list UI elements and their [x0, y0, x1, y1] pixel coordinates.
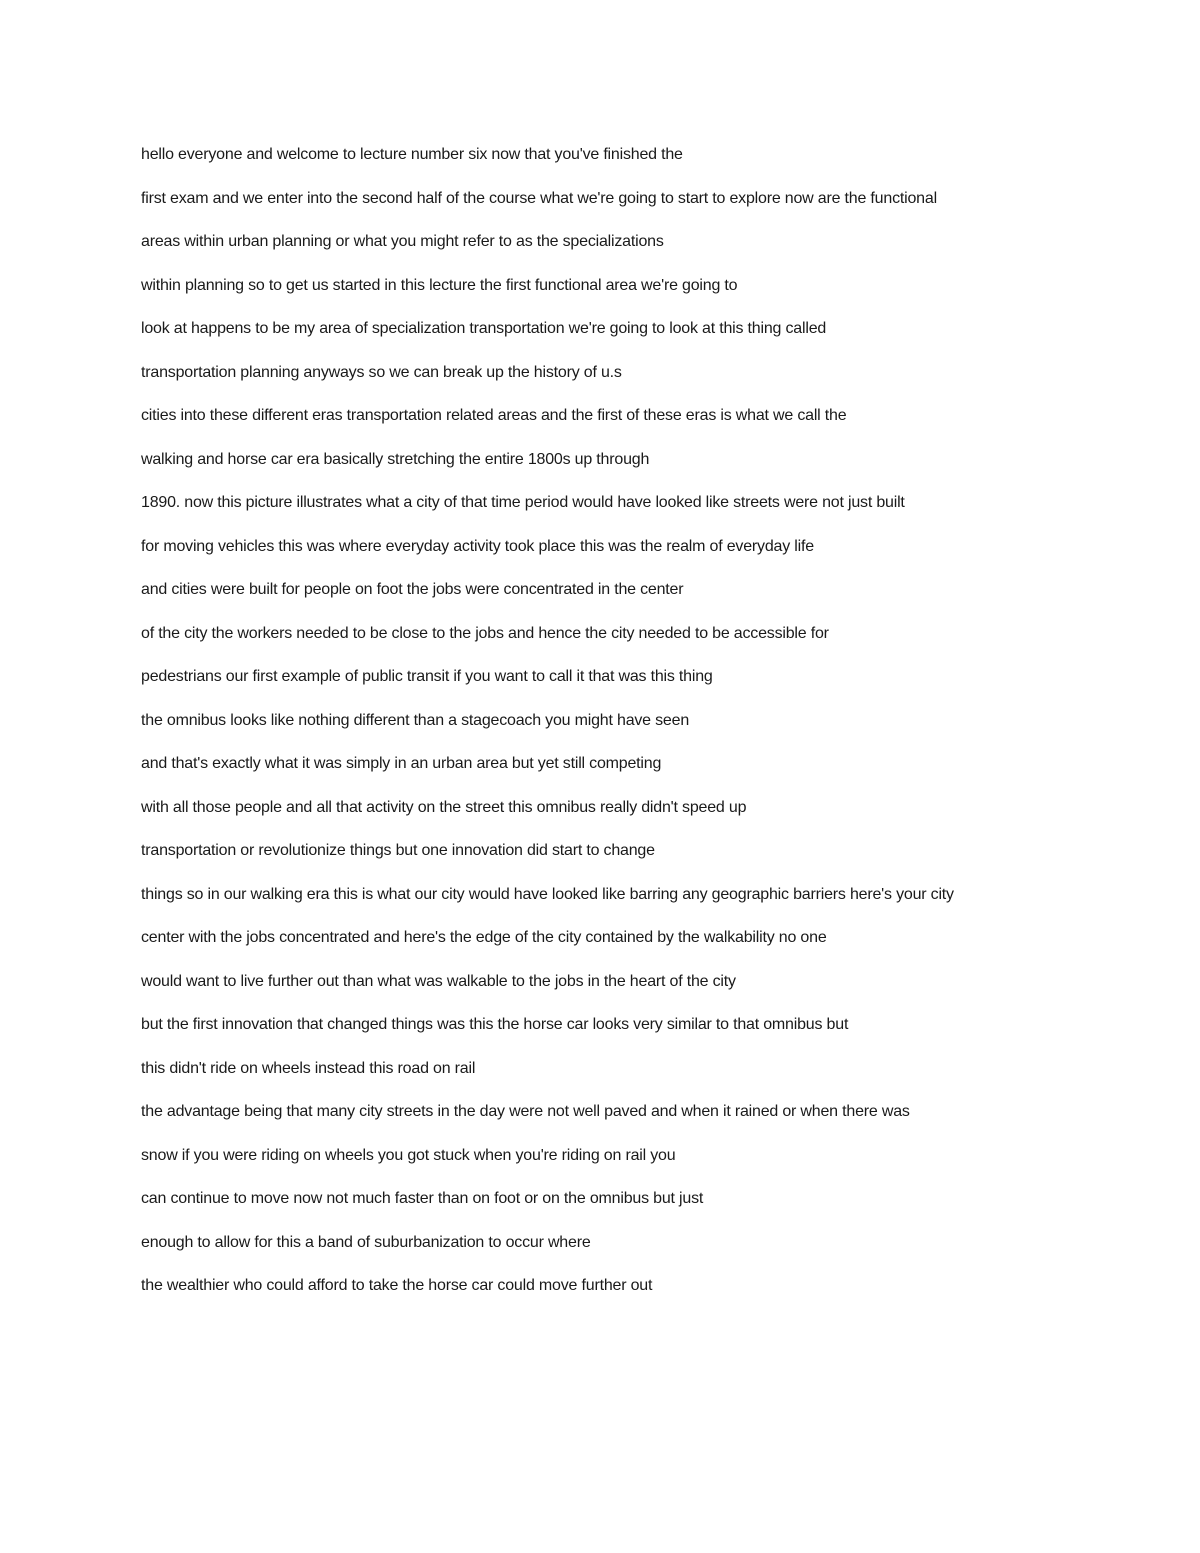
transcript-paragraph: center with the jobs concentrated and here's the edge of the city contained by the walkability no one	[141, 929, 827, 946]
transcript-paragraph: the advantage being that many city streets in the day were not well paved and when it rained or when there was	[141, 1103, 910, 1120]
transcript-paragraph: enough to allow for this a band of suburbanization to occur where	[141, 1233, 591, 1251]
transcript-paragraph: with all those people and all that activity on the street this omnibus really didn't speed up	[141, 798, 747, 816]
transcript-paragraph: 1890. now this picture illustrates what a city of that time period would have looked like streets were not just built	[141, 494, 905, 511]
transcript-paragraph: cities into these different eras transportation related areas and the first of these eras is what we call the	[141, 407, 847, 424]
transcript-paragraph: the omnibus looks like nothing different than a stagecoach you might have seen	[141, 711, 690, 729]
transcript-paragraph: and cities were built for people on foot the jobs were concentrated in the center	[141, 581, 684, 598]
transcript-paragraph: transportation planning anyways so we can break up the history of u.s	[141, 363, 622, 381]
transcript-page	[141, 141, 1056, 1316]
transcript-paragraph: hello everyone and welcome to lecture number six now that you've finished the	[141, 146, 683, 163]
transcript-paragraph: look at happens to be my area of specialization transportation we're going to look at this thing called	[141, 320, 827, 337]
transcript-paragraph: can continue to move now not much faster than on foot or on the omnibus but just	[141, 1190, 704, 1207]
transcript-paragraph: areas within urban planning or what you might refer to as the specializations	[141, 233, 664, 250]
transcript-paragraph: things so in our walking era this is what our city would have looked like barring any geographic barriers here's your city	[141, 885, 954, 903]
transcript-paragraph: within planning so to get us started in this lecture the first functional area we're going to	[141, 276, 738, 294]
transcript-paragraph: first exam and we enter into the second half of the course what we're going to start to explore now are the functional	[141, 189, 937, 207]
transcript-paragraph: transportation or revolutionize things but one innovation did start to change	[141, 842, 655, 859]
transcript-paragraph: would want to live further out than what was walkable to the jobs in the heart of the city	[141, 972, 736, 990]
transcript-paragraph: but the first innovation that changed things was this the horse car looks very similar to that omnibus but	[141, 1016, 849, 1033]
transcript-paragraph: of the city the workers needed to be close to the jobs and hence the city needed to be accessible for	[141, 624, 829, 642]
transcript-paragraph: for moving vehicles this was where everyday activity took place this was the realm of everyday life	[141, 537, 814, 555]
transcript-paragraph: and that's exactly what it was simply in an urban area but yet still competing	[141, 755, 662, 772]
transcript-paragraph: snow if you were riding on wheels you got stuck when you're riding on rail you	[141, 1146, 676, 1164]
transcript-paragraph: pedestrians our first example of public transit if you want to call it that was this thing	[141, 668, 713, 685]
transcript-paragraph: the wealthier who could afford to take the horse car could move further out	[141, 1277, 653, 1294]
transcript-paragraph: this didn't ride on wheels instead this road on rail	[141, 1059, 476, 1077]
transcript-paragraph: walking and horse car era basically stretching the entire 1800s up through	[141, 450, 650, 468]
